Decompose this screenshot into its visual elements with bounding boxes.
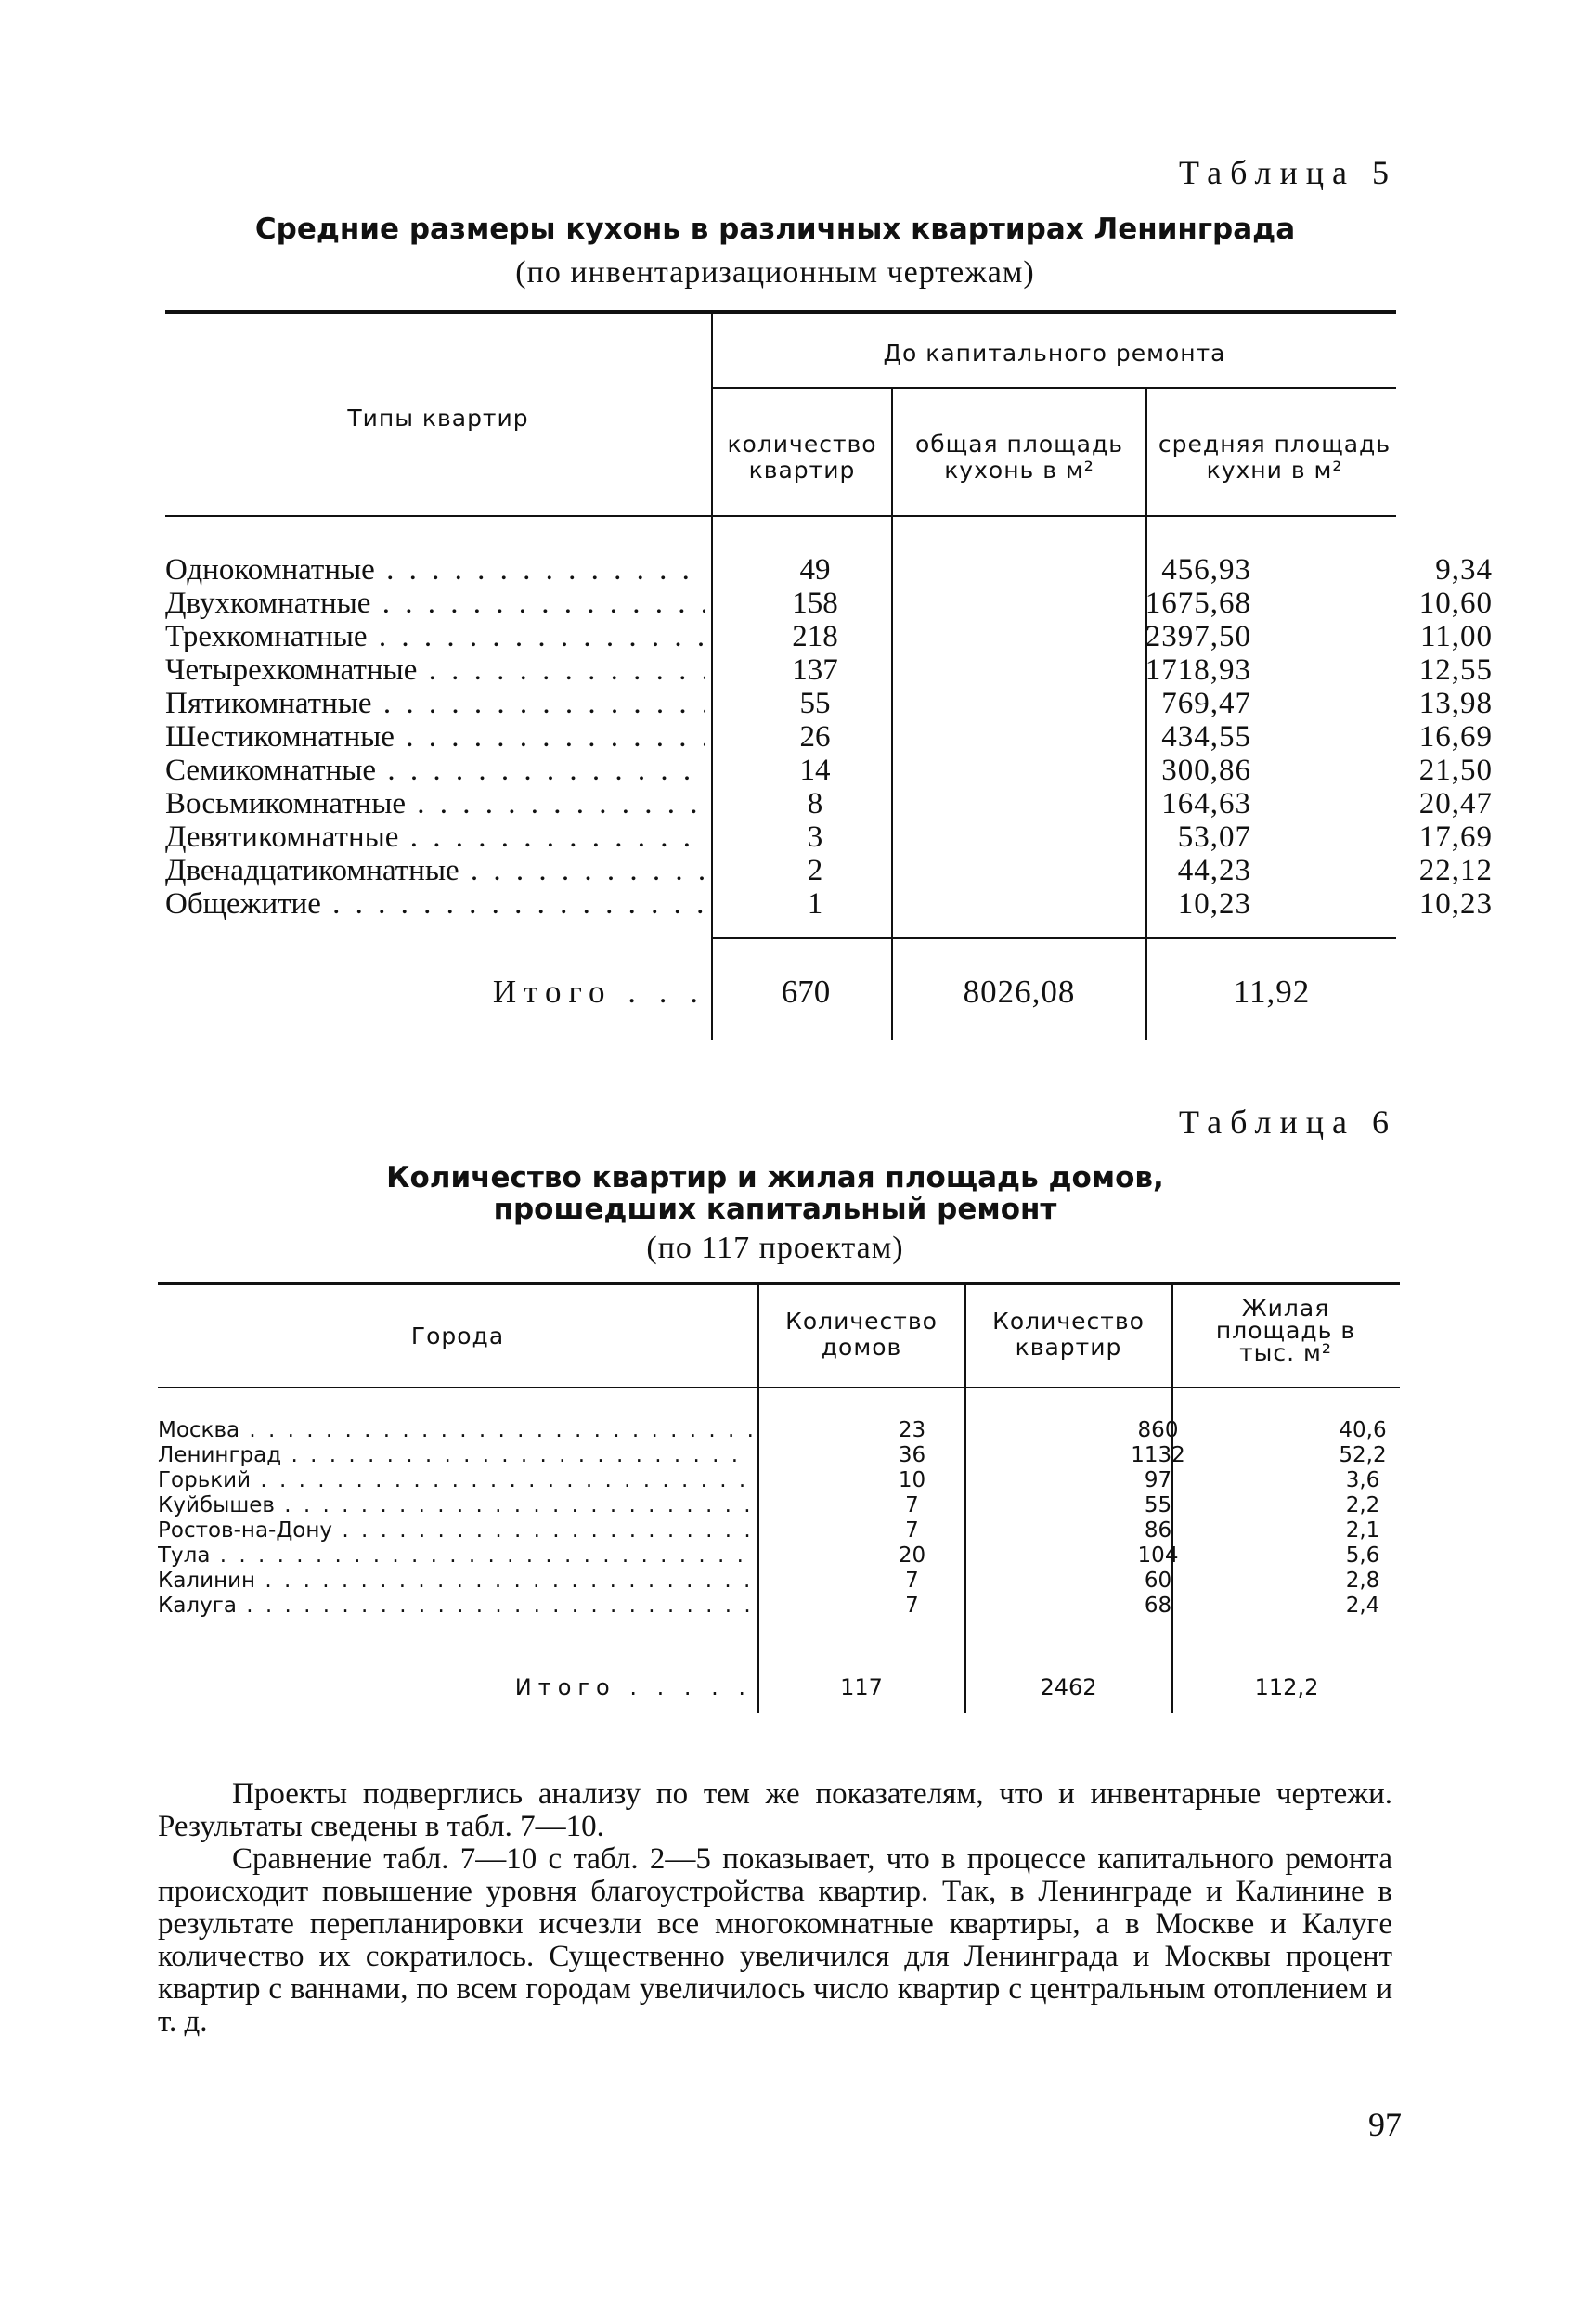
table5-subtitle: (по инвентаризационным чертежам) — [515, 255, 1035, 290]
row-flats: 1132 — [1131, 1443, 1185, 1467]
table6-col-city-header: Города — [410, 1323, 505, 1349]
table5-group-header: До капитального ремонта — [883, 340, 1226, 367]
table-row — [158, 1569, 1400, 1594]
row-avg: 13,98 — [1418, 687, 1493, 720]
table6-header-rule — [158, 1387, 1400, 1388]
row-city: Москва . . . — [158, 1418, 752, 1443]
row-count: 2 — [807, 854, 823, 887]
paragraph-2: Сравнение табл. 7—10 с табл. 2—5 показывает, что в процессе капитального ремонта происходит повышение уровня благоустройства квартир. Так, в Ленинграде и Калинине в результате перепланировки исчезли все многокомнатные квартиры, а в Москве и Калуге количество их сократилось. Существенно увеличился для Ленинграда и Москвы процент квартир с ваннами, по всем городам увеличилось число квартир с центральным отоплением и т. д. — [158, 1842, 1392, 2038]
row-city: Куйбышев . . . — [158, 1493, 752, 1518]
row-total: 769,47 — [1161, 687, 1251, 720]
row-city: Тула . . . — [158, 1543, 752, 1569]
row-area: 2,2 — [1345, 1493, 1380, 1517]
row-area: 40,6 — [1339, 1418, 1387, 1442]
row-houses: 23 — [898, 1418, 926, 1442]
row-total: 44,23 — [1177, 854, 1251, 887]
row-count: 14 — [799, 754, 831, 787]
table-row — [165, 553, 1493, 587]
row-flats: 60 — [1144, 1569, 1172, 1593]
row-total: 53,07 — [1177, 820, 1251, 854]
table6-top-rule — [158, 1282, 1400, 1285]
row-avg: 16,69 — [1418, 720, 1493, 754]
row-city: Калинин . . . — [158, 1569, 752, 1594]
table-row — [158, 1518, 1400, 1543]
row-area: 2,1 — [1345, 1518, 1380, 1543]
table5-col-total-header: общая площадь кухонь в м² — [914, 431, 1124, 484]
row-type: Семикомнатные . . . — [165, 754, 705, 787]
table-row — [158, 1468, 1400, 1493]
row-total: 2397,50 — [1145, 620, 1251, 653]
row-houses: 7 — [905, 1594, 919, 1618]
row-count: 49 — [799, 553, 831, 587]
row-avg: 10,23 — [1418, 887, 1493, 921]
table-row — [165, 820, 1493, 854]
row-avg: 17,69 — [1418, 820, 1493, 854]
table5-total-rule — [713, 937, 1396, 939]
table-row — [165, 720, 1493, 754]
table-row — [165, 620, 1493, 653]
row-type: Однокомнатные . . . — [165, 553, 705, 587]
table-row — [165, 887, 1493, 921]
table5-top-rule — [165, 310, 1396, 314]
row-houses: 7 — [905, 1518, 919, 1543]
row-houses: 7 — [905, 1493, 919, 1517]
table-row — [158, 1493, 1400, 1518]
row-count: 158 — [792, 587, 838, 620]
row-avg: 21,50 — [1418, 754, 1493, 787]
row-flats: 55 — [1144, 1493, 1172, 1517]
table-row — [165, 687, 1493, 720]
table-row — [158, 1418, 1400, 1443]
row-total: 1675,68 — [1145, 587, 1251, 620]
row-type: Восьмикомнатные . . . — [165, 787, 705, 820]
row-total: 10,23 — [1177, 887, 1251, 921]
row-flats: 86 — [1144, 1518, 1172, 1543]
row-count: 55 — [799, 687, 831, 720]
table6-total-label: Итого . . . . . — [514, 1674, 752, 1700]
table6-caption: Таблица 6 — [1179, 1104, 1397, 1141]
row-count: 137 — [792, 653, 838, 687]
paragraph-1: Проекты подверглись анализу по тем же показателям, что и инвентарные чертежи. Результаты сведены в табл. 7—10. — [158, 1777, 1392, 1843]
row-avg: 22,12 — [1418, 854, 1493, 887]
table6-total-area: 112,2 — [1254, 1674, 1319, 1700]
row-type: Девятикомнатные . . . — [165, 820, 705, 854]
row-type: Шестикомнатные . . . — [165, 720, 705, 754]
page-number: 97 — [1368, 2106, 1402, 2143]
row-type: Общежитие . . . — [165, 887, 705, 921]
row-avg: 11,00 — [1419, 620, 1493, 653]
table6-col-houses-header: Количество домов — [785, 1308, 938, 1361]
row-count: 1 — [807, 887, 823, 921]
row-area: 2,8 — [1345, 1569, 1380, 1593]
table6-title-line1: Количество квартир и жилая площадь домов, — [386, 1161, 1164, 1194]
body-text — [158, 1778, 1392, 2038]
row-city: Ленинград . . . — [158, 1443, 752, 1468]
table-row — [165, 854, 1493, 887]
row-total: 434,55 — [1161, 720, 1251, 754]
row-area: 52,2 — [1339, 1443, 1387, 1467]
table-row — [165, 754, 1493, 787]
table6-col-flats-header: Количество квартир — [992, 1308, 1145, 1361]
table6-total-flats: 2462 — [1040, 1674, 1097, 1700]
row-flats: 104 — [1137, 1543, 1179, 1568]
row-houses: 7 — [905, 1569, 919, 1593]
row-count: 3 — [807, 820, 823, 854]
table5-total-count: 670 — [781, 974, 831, 1010]
row-type: Двухкомнатные . . . — [165, 587, 705, 620]
table5-caption: Таблица 5 — [1179, 154, 1397, 191]
table5-total-label: Итого . . . — [492, 974, 705, 1010]
row-count: 26 — [799, 720, 831, 754]
table5-col-count-header: количество квартир — [727, 431, 877, 484]
row-city: Ростов-на-Дону . . . — [158, 1518, 752, 1543]
row-avg: 10,60 — [1418, 587, 1493, 620]
row-flats: 68 — [1144, 1594, 1172, 1618]
row-avg: 20,47 — [1418, 787, 1493, 820]
row-flats: 860 — [1137, 1418, 1179, 1442]
row-total: 300,86 — [1161, 754, 1251, 787]
table6-title-line2: прошедших капитальный ремонт — [493, 1193, 1057, 1226]
row-type: Пятикомнатные . . . — [165, 687, 705, 720]
table-row — [158, 1543, 1400, 1569]
table-row — [158, 1443, 1400, 1468]
table6-subtitle: (по 117 проектам) — [646, 1231, 904, 1265]
row-avg: 9,34 — [1435, 553, 1493, 587]
row-count: 218 — [792, 620, 838, 653]
table5-col-avg-header: средняя площадь кухни в м² — [1158, 431, 1391, 484]
table5-group-rule — [713, 387, 1396, 389]
table5-total-area: 8026,08 — [963, 974, 1076, 1010]
row-total: 164,63 — [1161, 787, 1251, 820]
row-area: 2,4 — [1345, 1594, 1380, 1618]
table6-col-area-header: Жилая площадь в тыс. м² — [1215, 1295, 1356, 1366]
row-count: 8 — [807, 787, 823, 820]
row-avg: 12,55 — [1418, 653, 1493, 687]
row-houses: 36 — [898, 1443, 926, 1467]
row-houses: 20 — [898, 1543, 926, 1568]
table5-col-type-header: Типы квартир — [347, 405, 529, 432]
table-row — [165, 653, 1493, 687]
table-row — [165, 787, 1493, 820]
row-city: Горький . . . — [158, 1468, 752, 1493]
table5-header-rule — [165, 515, 1396, 517]
row-area: 3,6 — [1345, 1468, 1380, 1492]
row-city: Калуга . . . — [158, 1594, 752, 1619]
row-total: 456,93 — [1161, 553, 1251, 587]
table-row — [158, 1594, 1400, 1619]
row-houses: 10 — [898, 1468, 926, 1492]
row-area: 5,6 — [1345, 1543, 1380, 1568]
row-total: 1718,93 — [1145, 653, 1251, 687]
row-type: Трехкомнатные . . . — [165, 620, 705, 653]
row-type: Двенадцатикомнатные . . . — [165, 854, 705, 887]
row-flats: 97 — [1144, 1468, 1172, 1492]
table5-total-avg: 11,92 — [1233, 974, 1311, 1010]
table6-total-houses: 117 — [840, 1674, 883, 1700]
row-type: Четырехкомнатные . . . — [165, 653, 705, 687]
table-row — [165, 587, 1493, 620]
table5-title: Средние размеры кухонь в различных квартирах Ленинграда — [254, 213, 1296, 246]
